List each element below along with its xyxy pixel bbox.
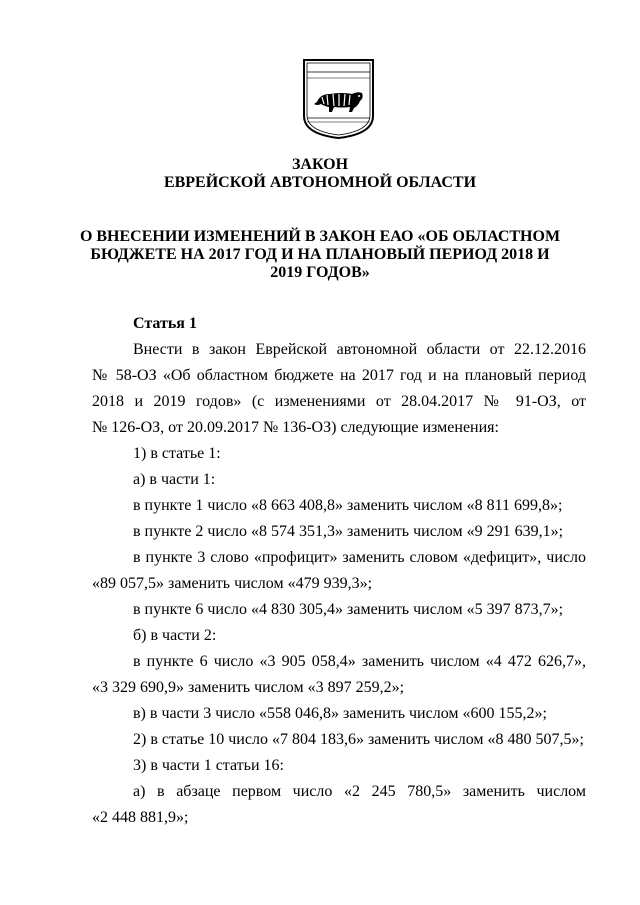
- list-item: в пункте 6 число «4 830 305,4» заменить числом «5 397 873,7»;: [133, 601, 564, 618]
- intro-line: 2018 и 2019 годов» (с изменениями от 28.04.2017 № 91-ОЗ, от: [92, 393, 586, 410]
- intro-line: № 58-ОЗ «Об областном бюджете на 2017 год и на плановый период: [92, 367, 586, 384]
- document-type-heading: ЗАКОН: [291, 156, 349, 173]
- article-heading: Статья 1: [133, 315, 197, 332]
- list-item: в пункте 2 число «8 574 351,3» заменить числом «9 291 639,1»;: [133, 523, 564, 540]
- list-item: «89 057,5» заменить числом «479 939,3»;: [92, 575, 373, 592]
- tiger-coat-of-arms-icon: [304, 60, 373, 138]
- coat-of-arms-emblem: [302, 58, 375, 140]
- intro-line: Внести в закон Еврейской автономной области от 22.12.2016: [133, 341, 586, 358]
- list-item: в пункте 6 число «3 905 058,4» заменить числом «4 472 626,7»,: [133, 653, 586, 670]
- list-item: а) в части 1:: [133, 471, 216, 488]
- title-line: О ВНЕСЕНИИ ИЗМЕНЕНИЙ В ЗАКОН ЕАО «ОБ ОБЛАСТНОМ: [79, 228, 561, 245]
- list-item: в) в части 3 число «558 046,8» заменить числом «600 155,2»;: [133, 705, 547, 722]
- list-item: в пункте 1 число «8 663 408,8» заменить числом «8 811 699,8»;: [133, 497, 563, 514]
- list-item: «3 329 690,9» заменить числом «3 897 259,2»;: [92, 679, 405, 696]
- list-item: 3) в части 1 статьи 16:: [133, 757, 284, 774]
- list-item: 1) в статье 1:: [133, 445, 221, 462]
- title-line: БЮДЖЕТЕ НА 2017 ГОД И НА ПЛАНОВЫЙ ПЕРИОД 2018 И: [90, 246, 550, 263]
- region-heading: ЕВРЕЙСКОЙ АВТОНОМНОЙ ОБЛАСТИ: [163, 174, 477, 191]
- title-line: 2019 ГОДОВ»: [270, 264, 370, 281]
- list-item: б) в части 2:: [133, 627, 217, 644]
- list-item: «2 448 881,9»;: [92, 809, 189, 826]
- list-item: 2) в статье 10 число «7 804 183,6» заменить числом «8 480 507,5»;: [133, 731, 584, 748]
- list-item: а) в абзаце первом число «2 245 780,5» заменить числом: [133, 783, 586, 800]
- list-item: в пункте 3 слово «профицит» заменить словом «дефицит», число: [133, 549, 586, 566]
- intro-line: № 126-ОЗ, от 20.09.2017 № 136-ОЗ) следующие изменения:: [92, 419, 499, 436]
